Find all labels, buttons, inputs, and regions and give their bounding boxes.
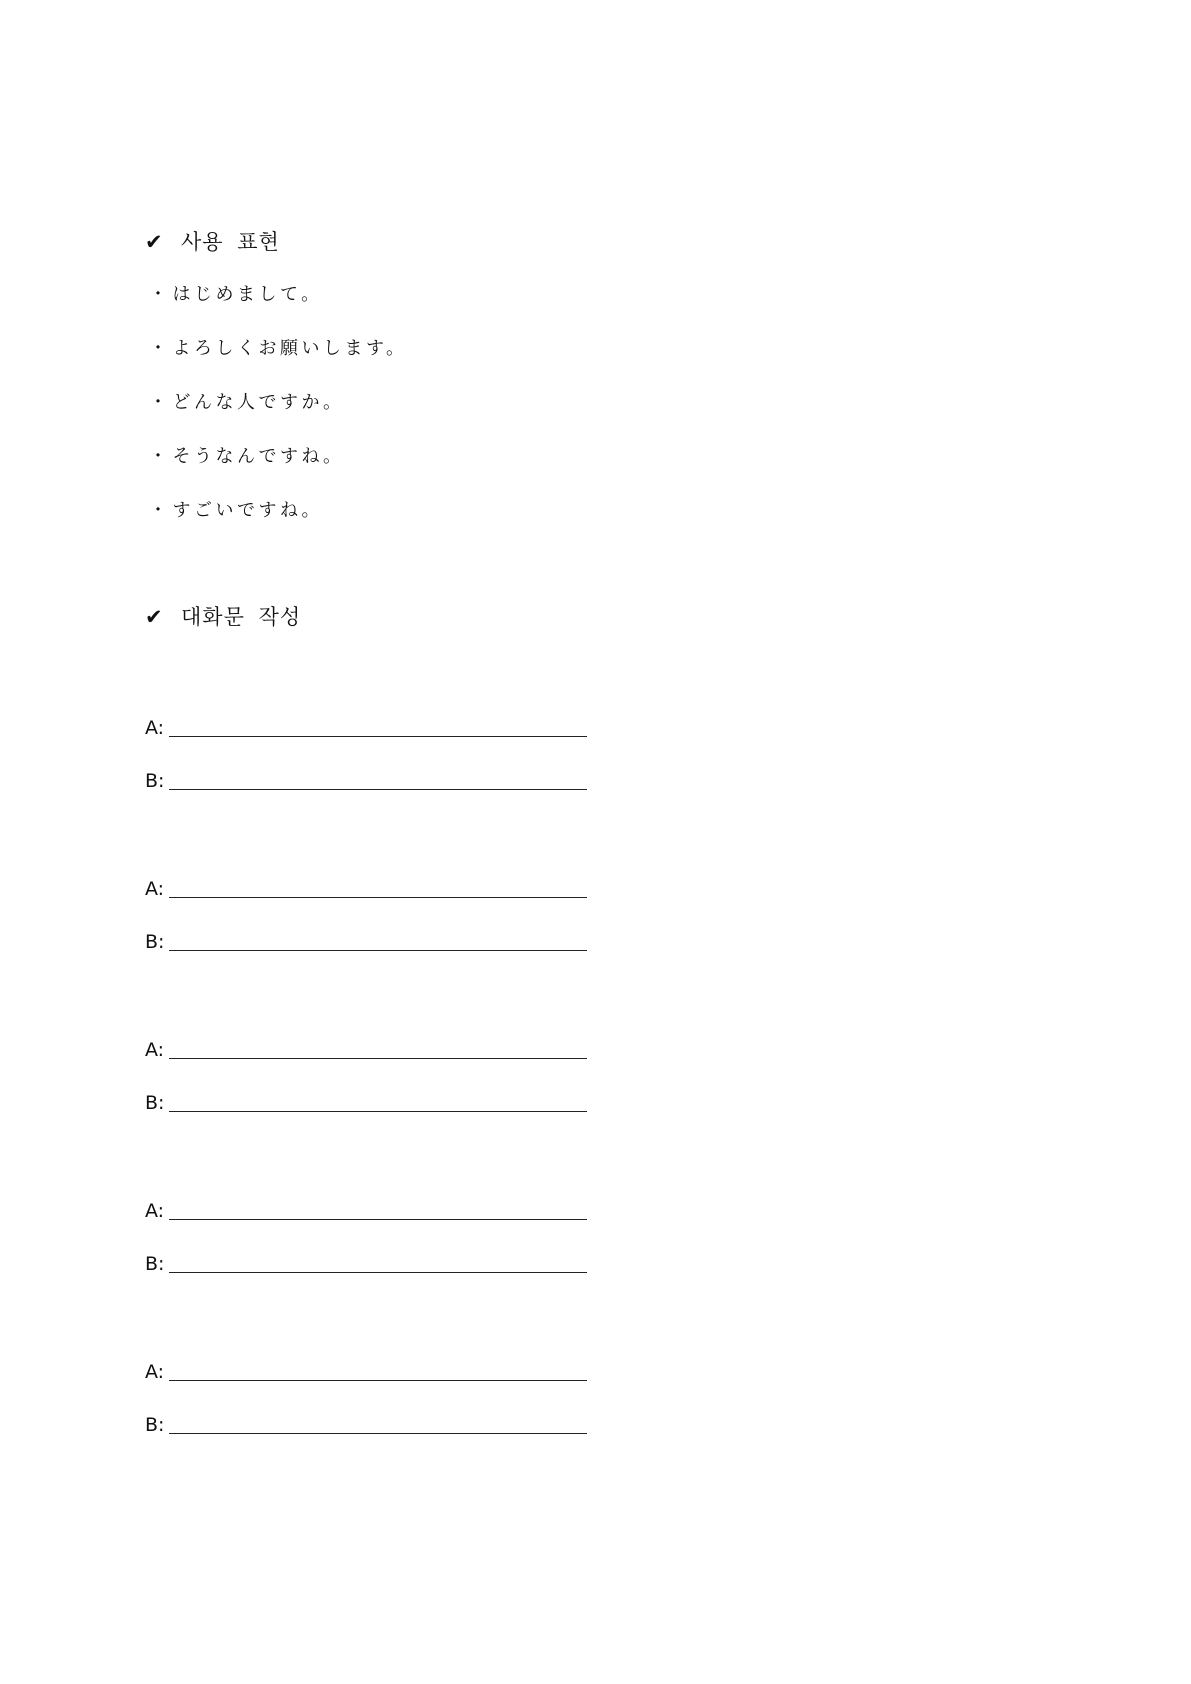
- check-icon: ✔: [145, 230, 164, 254]
- bullet-icon: ・: [149, 446, 171, 467]
- speaker-label: B:: [145, 931, 165, 953]
- dialogue-line-a[interactable]: [145, 1193, 587, 1223]
- dialogue-line-b[interactable]: [145, 924, 587, 954]
- section-heading-dialogue: [145, 603, 301, 631]
- answer-blank[interactable]: [169, 1411, 587, 1434]
- expression-item: [149, 444, 345, 470]
- expression-text: はじめまして。: [172, 284, 323, 305]
- answer-blank[interactable]: [169, 928, 587, 951]
- expression-item: [149, 282, 323, 308]
- bullet-icon: ・: [149, 392, 171, 413]
- answer-blank[interactable]: [169, 1036, 587, 1059]
- expression-text: どんな人ですか。: [172, 392, 345, 413]
- speaker-label: B:: [145, 770, 165, 792]
- bullet-icon: ・: [149, 284, 171, 305]
- answer-blank[interactable]: [169, 1358, 587, 1381]
- speaker-label: B:: [145, 1414, 165, 1436]
- expression-item: [149, 336, 408, 362]
- answer-blank[interactable]: [169, 714, 587, 737]
- speaker-label: B:: [145, 1253, 165, 1275]
- bullet-icon: ・: [149, 500, 171, 521]
- expression-text: そうなんですね。: [172, 446, 345, 467]
- expression-text: よろしくお願いします。: [172, 338, 408, 359]
- speaker-label: A:: [145, 717, 165, 739]
- check-icon: ✔: [145, 605, 164, 629]
- dialogue-line-a[interactable]: [145, 1032, 587, 1062]
- answer-blank[interactable]: [169, 1250, 587, 1273]
- answer-blank[interactable]: [169, 875, 587, 898]
- answer-blank[interactable]: [169, 1089, 587, 1112]
- dialogue-line-b[interactable]: [145, 1085, 587, 1115]
- speaker-label: A:: [145, 878, 165, 900]
- section-title: 사용 표현: [181, 230, 280, 254]
- speaker-label: A:: [145, 1200, 165, 1222]
- answer-blank[interactable]: [169, 767, 587, 790]
- dialogue-line-b[interactable]: [145, 763, 587, 793]
- answer-blank[interactable]: [169, 1197, 587, 1220]
- speaker-label: A:: [145, 1039, 165, 1061]
- section-heading-expressions: [145, 228, 280, 256]
- expression-item: [149, 390, 345, 416]
- dialogue-line-a[interactable]: [145, 871, 587, 901]
- dialogue-line-a[interactable]: [145, 1354, 587, 1384]
- dialogue-line-a[interactable]: [145, 710, 587, 740]
- section-title: 대화문 작성: [181, 605, 302, 629]
- expression-item: [149, 498, 323, 524]
- dialogue-line-b[interactable]: [145, 1407, 587, 1437]
- speaker-label: B:: [145, 1092, 165, 1114]
- dialogue-line-b[interactable]: [145, 1246, 587, 1276]
- speaker-label: A:: [145, 1361, 165, 1383]
- bullet-icon: ・: [149, 338, 171, 359]
- expression-text: すごいですね。: [172, 500, 323, 521]
